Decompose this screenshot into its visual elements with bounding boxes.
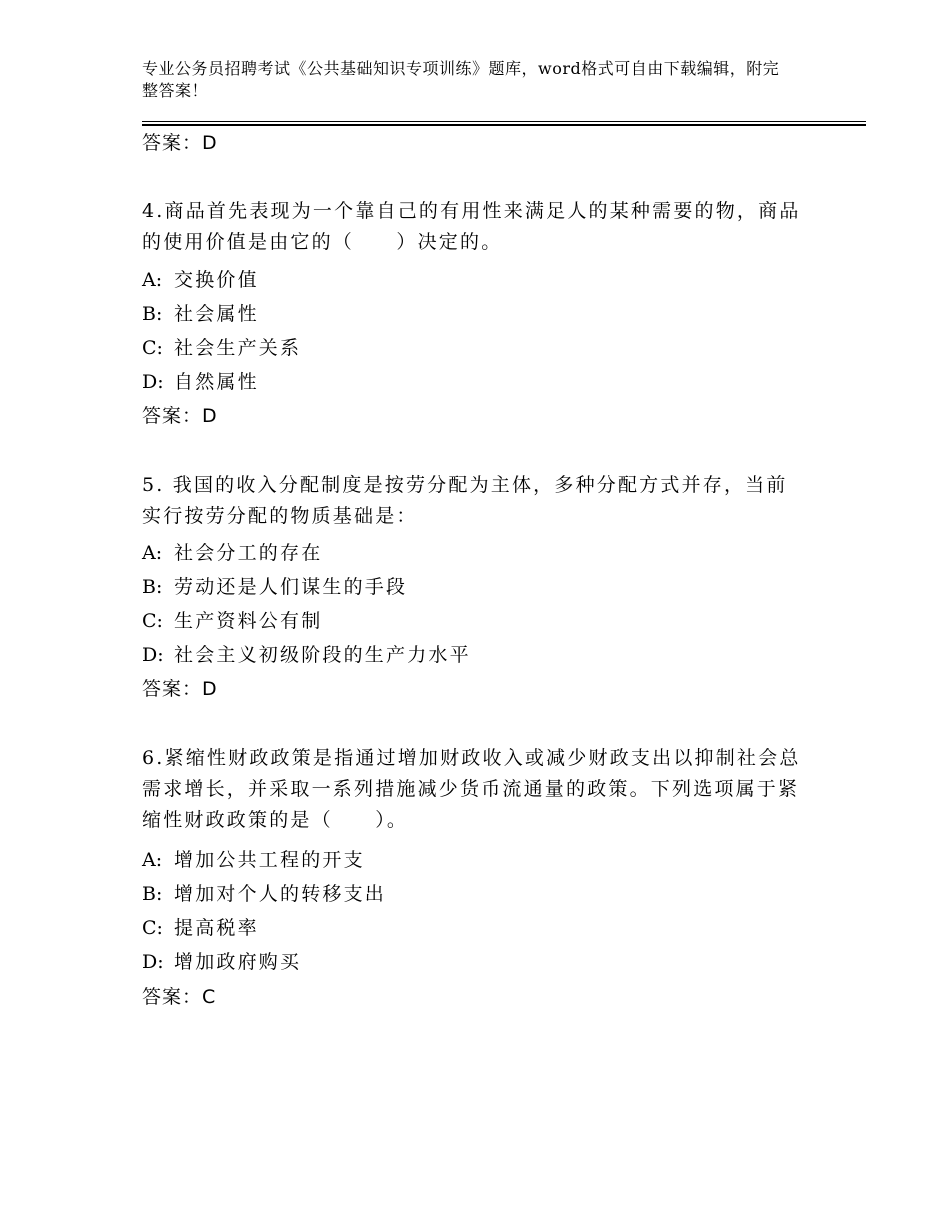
question-stem: 4.商品首先表现为一个靠自己的有用性来满足人的某种需要的物，商品的使用价值是由它的（ ）决定的。 (142, 200, 801, 253)
option-d (142, 950, 301, 974)
question-stem: 5. 我国的收入分配制度是按劳分配为主体，多种分配方式并存，当前实行按劳分配的物质基础是： (142, 474, 788, 527)
option-text: 增加对个人的转移支出 (174, 883, 387, 905)
option-text: 增加政府购买 (174, 951, 302, 973)
option-text: 交换价值 (174, 269, 259, 291)
option-a (142, 541, 322, 565)
option-c (142, 916, 259, 940)
prev-answer: 答案：D (142, 132, 218, 154)
option-text: 生产资料公有制 (174, 610, 323, 632)
option-text: 劳动还是人们谋生的手段 (174, 576, 408, 598)
option-text: 自然属性 (174, 371, 259, 393)
header-rule-thick (142, 124, 866, 126)
answer: 答案：D (142, 405, 218, 427)
answer: 答案：C (142, 986, 217, 1008)
option-key: C: (142, 917, 163, 939)
option-text: 社会生产关系 (174, 337, 302, 359)
option-key: B: (142, 883, 163, 905)
option-key: C: (142, 610, 163, 632)
option-text: 增加公共工程的开支 (174, 849, 365, 871)
question-stem: 6.紧缩性财政政策是指通过增加财政收入或减少财政支出以抑制社会总需求增长，并采取一系列措施减少货币流通量的政策。下列选项属于紧缩性财政政策的是（ ）。 (142, 747, 801, 831)
option-b (142, 302, 259, 326)
option-b (142, 575, 407, 599)
option-key: D: (142, 371, 164, 393)
header-rule-thin (142, 121, 866, 122)
option-text: 社会分工的存在 (174, 542, 323, 564)
option-key: A: (142, 269, 163, 291)
option-d (142, 643, 471, 667)
option-b (142, 882, 386, 906)
option-d (142, 370, 259, 394)
option-text: 社会属性 (174, 303, 259, 325)
option-key: D: (142, 644, 164, 666)
option-key: A: (142, 849, 163, 871)
option-a (142, 268, 259, 292)
option-key: C: (142, 337, 163, 359)
option-key: A: (142, 542, 163, 564)
option-text: 提高税率 (174, 917, 259, 939)
option-key: B: (142, 303, 163, 325)
option-c (142, 336, 301, 360)
answer: 答案：D (142, 678, 218, 700)
option-a (142, 848, 365, 872)
header-text: 专业公务员招聘考试《公共基础知识专项训练》题库，word格式可自由下载编辑，附完整答案！ (142, 59, 780, 100)
option-c (142, 609, 322, 633)
option-key: B: (142, 576, 163, 598)
option-text: 社会主义初级阶段的生产力水平 (174, 644, 471, 666)
option-key: D: (142, 951, 164, 973)
